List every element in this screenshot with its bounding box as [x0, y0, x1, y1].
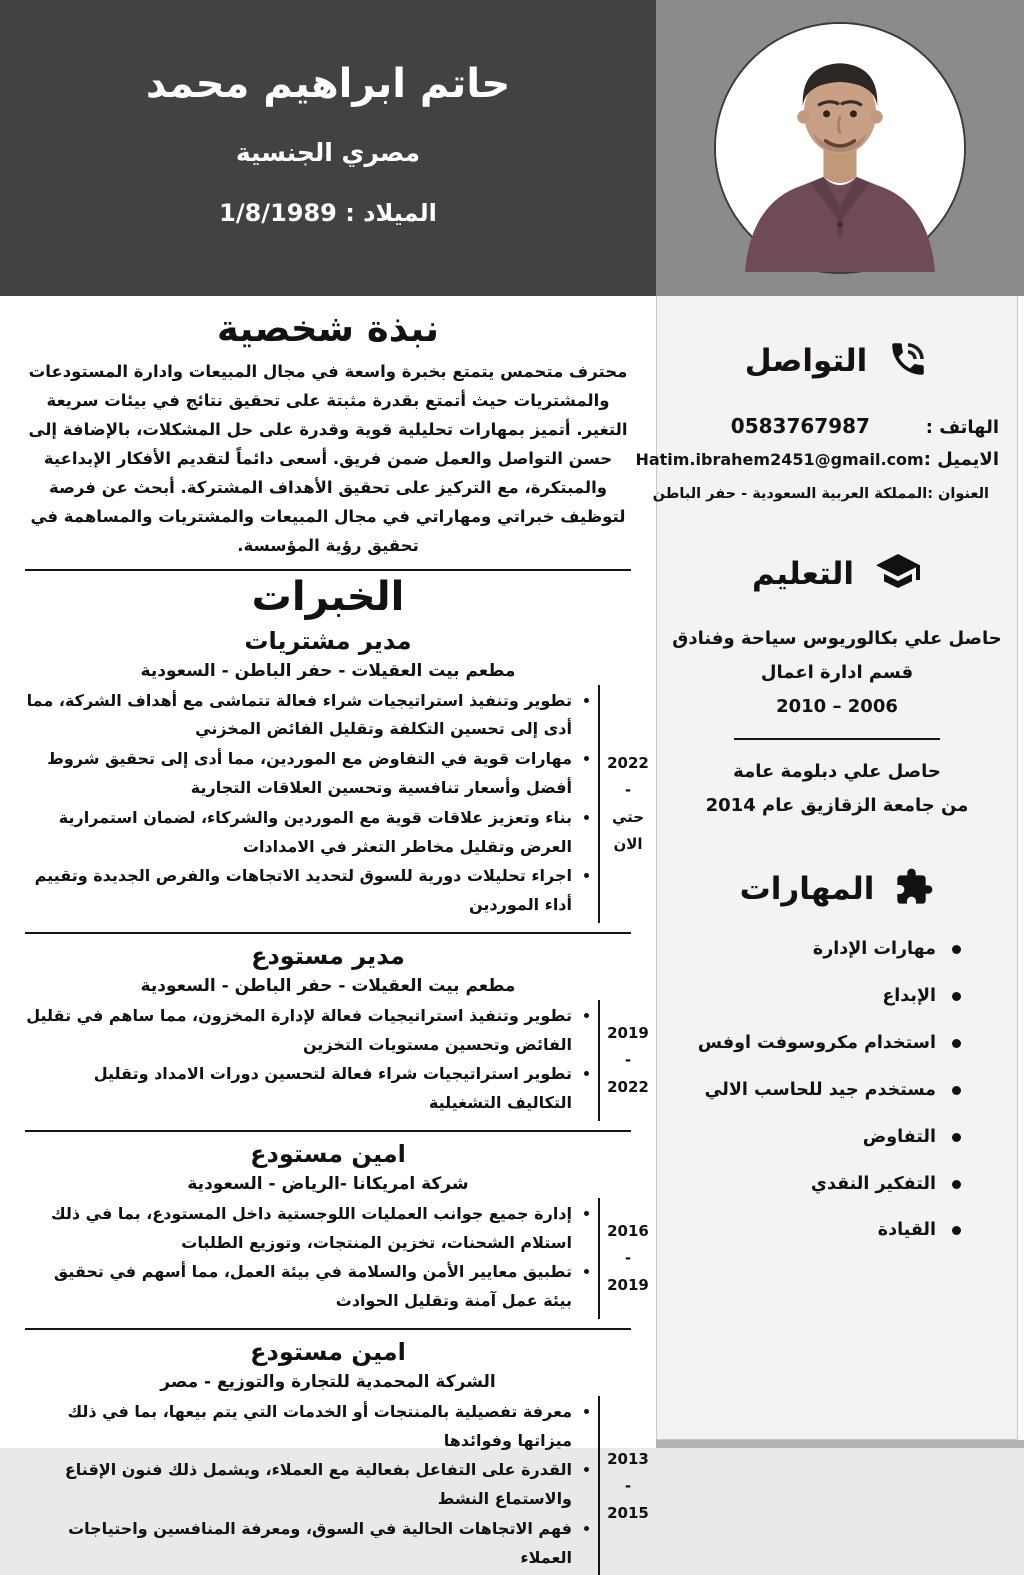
job-title: مدير مستودع: [251, 941, 405, 970]
contact-header: [657, 296, 1017, 384]
summary-text: محترف متحمس يتمتع بخبرة واسعة في مجال المبيعات وادارة المستودعات والمشتريات حيث أتمتع بقدرة مثبتة على تحقيق نتائج في بيئات سريعة التغير. أتميز بمهارات تحليلية قوية وقدرة على حل المشكلات، بالإضافة إلى حسن التواصل والعمل ضمن فريق. أسعى دائماً لتقديم الأفكار الإبداعية والمبتكرة، مع التركيز على تحقيق الأهداف المشتركة. أبحث عن فرصة لتوظيف خبراتي ومهاراتي في مجال المبيعات والمشتريات والمساهمة في تحقيق رؤية المؤسسة.: [28, 361, 628, 555]
experience-bullet: • تطبيق معايير الأمن والسلامة في بيئة العمل، مما أسهم في تحقيق بيئة عمل آمنة وتقليل الحوادث: [26, 1258, 572, 1316]
education-degree-line: حاصل علي بكالوريوس سياحة وفنادق: [672, 628, 1002, 649]
summary-section: [0, 308, 656, 560]
date-line: الان: [613, 835, 643, 854]
date-line: 2019: [607, 1024, 649, 1043]
date-line: 2016: [607, 1222, 649, 1241]
experience-bullet: • تطوير استراتيجيات شراء فعالة لتحسين دورات الامداد وتقليل التكاليف التشغيلية: [26, 1060, 572, 1118]
education-divider: [734, 738, 940, 740]
portrait-photo: [714, 22, 966, 274]
education-degree-line: حاصل علي دبلومة عامة: [733, 761, 941, 783]
job-body: [0, 1000, 656, 1121]
date-line: 2015: [607, 1503, 649, 1522]
avatar-illustration: [716, 24, 964, 272]
date-line: 2022: [607, 754, 649, 773]
job-date-column: [598, 1396, 656, 1575]
date-line: 2013: [607, 1449, 649, 1468]
section-separator: [25, 569, 631, 571]
job-company: مطعم بيت العقيلات - حفر الباطن - السعودية: [140, 660, 516, 681]
job-entry: [0, 1338, 656, 1575]
experience-bullet: • فهم الاتجاهات الحالية في السوق، ومعرفة المنافسين واحتياجات العملاء: [26, 1515, 572, 1573]
experience-bullet: • بناء وتعزيز علاقات قوية مع الموردين والشركاء، لضمان استمرارية العرض وتقليل مخاطر التعثر في الامدادات: [26, 804, 572, 862]
job-title: امين مستودع: [250, 1139, 406, 1168]
phone-value: 0583767987: [730, 414, 870, 438]
experience-section: [0, 575, 656, 1575]
job-bullets: [0, 1000, 598, 1121]
experience-bullet: • تطوير وتنفيذ استراتيجيات فعالة لإدارة المخزون، مما ساهم في تقليل الفائض وتحسين مستويات التخزين: [26, 1002, 572, 1060]
job-entry: [0, 942, 656, 1121]
education-degree-line: 2006 – 2010: [776, 695, 898, 717]
candidate-birthdate: الميلاد : 1/8/1989: [219, 199, 437, 227]
candidate-nationality: مصري الجنسية: [235, 138, 421, 167]
education-header: [657, 552, 1017, 596]
contact-section: [635, 296, 1017, 502]
skill-item: مهارات الإدارة: [669, 937, 961, 963]
address-text: العنوان :المملكة العربية السعودية - حفر الباطن: [652, 486, 989, 502]
summary-title: نبذة شخصية: [216, 307, 440, 350]
experience-bullet: • إدارة جميع جوانب العمليات اللوجستية داخل المستودع، بما في ذلك استلام الشحنات، تخزين المنتجات، وتوزيع الطلبات: [26, 1200, 572, 1258]
job-date-column: [598, 685, 656, 923]
experience-bullet: • اجراء تحليلات دورية للسوق لتحديد الاتجاهات والفرص الجديدة وتقييم أداء الموردين: [26, 862, 572, 920]
experience-bullet: • القدرة على التفاعل بفعالية مع العملاء، ويشمل ذلك فنون الإقناع والاستماع النشط: [26, 1456, 572, 1514]
education-degree-line: من جامعة الزقازيق عام 2014: [705, 795, 969, 817]
date-line: 2019: [607, 1276, 649, 1295]
date-line: 2022: [607, 1078, 649, 1097]
skill-list: [657, 937, 1017, 1244]
date-line: -: [624, 1476, 632, 1495]
job-company: شركة امريكانا -الرياض - السعودية: [187, 1173, 469, 1194]
job-date-column: [598, 1198, 656, 1319]
skill-item: التفكير النقدي: [669, 1172, 961, 1198]
date-line: -: [624, 1249, 632, 1268]
identity-header: [0, 0, 656, 296]
education-degree-line: قسم ادارة اعمال: [760, 661, 914, 683]
panel-bottom-strip: [656, 1440, 1024, 1448]
puzzle-icon: [894, 867, 934, 911]
experience-bullet: • معرفة تفصيلية بالمنتجات أو الخدمات التي يتم بيعها، بما في ذلك ميزاتها وفوائدها: [26, 1398, 572, 1456]
job-company: الشركة المحمدية للتجارة والتوزيع - مصر: [160, 1371, 496, 1392]
job-bullets: [0, 685, 598, 923]
section-separator: [25, 932, 631, 934]
phone-label: الهاتف :: [925, 417, 999, 438]
date-line: -: [624, 781, 632, 800]
job-body: [0, 1198, 656, 1319]
job-title: مدير مشتريات: [244, 626, 412, 655]
candidate-name: حاتم ابراهيم محمد: [145, 61, 511, 107]
job-entry: [0, 627, 656, 923]
job-company: مطعم بيت العقيلات - حفر الباطن - السعودية: [140, 975, 516, 996]
section-separator: [25, 1130, 631, 1132]
photo-block: [656, 0, 1024, 296]
section-separator: [25, 1328, 631, 1330]
phone-row: [675, 414, 999, 438]
email-row: [635, 449, 999, 470]
skills-section: [657, 867, 1017, 1244]
skill-item: التفاوض: [669, 1125, 961, 1151]
experience-bullet: • مهارات قوية في التفاوض مع الموردين، مما أدى إلى تحقيق شروط أفضل وأسعار تنافسية وتحسين العلاقات التجارية: [26, 745, 572, 803]
skill-item: الإبداع: [669, 984, 961, 1010]
job-entry: [0, 1140, 656, 1319]
skill-item: مستخدم جيد للحاسب الالي: [669, 1078, 961, 1104]
graduation-cap-icon: [874, 552, 922, 596]
job-date-column: [598, 1000, 656, 1121]
email-label: الايميل :: [923, 449, 999, 470]
sidebar-panel: [635, 296, 1018, 1440]
job-title: امين مستودع: [250, 1337, 406, 1366]
experience-title: الخبرات: [251, 573, 405, 620]
contact-title: التواصل: [744, 342, 868, 379]
skills-title: المهارات: [739, 871, 875, 908]
job-bullets: [0, 1396, 598, 1575]
contact-rows: [635, 414, 999, 502]
job-body: [0, 685, 656, 923]
experience-bullet: • تطوير وتنفيذ استراتيجيات شراء فعالة تتماشى مع أهداف الشركة، مما أدى إلى تحسين التكلفة وتقليل الفائض المخزني: [26, 687, 572, 745]
sidebar: [635, 0, 1024, 1448]
phone-icon: [887, 338, 929, 384]
education-section: [657, 552, 1017, 823]
job-body: [0, 1396, 656, 1575]
education-title: التعليم: [751, 555, 855, 592]
skill-item: القيادة: [669, 1218, 961, 1244]
date-line: -: [624, 1051, 632, 1070]
date-line: حتي: [611, 808, 645, 827]
skills-header: [657, 867, 1017, 911]
skill-item: استخدام مكروسوفت اوفس: [669, 1031, 961, 1057]
email-value: Hatim.ibrahem2451@gmail.com: [635, 450, 924, 469]
job-bullets: [0, 1198, 598, 1319]
